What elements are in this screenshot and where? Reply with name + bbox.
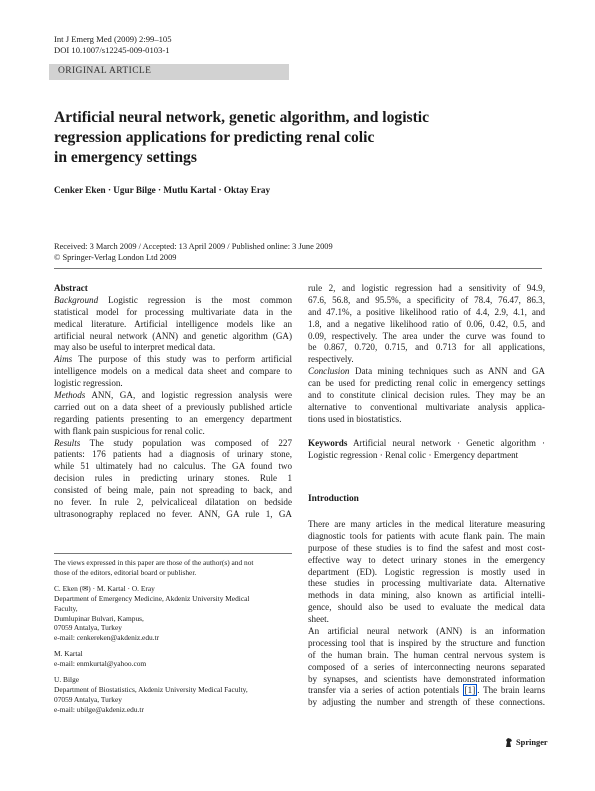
text-line: transfer via a series of action potentials [1] . The brain learns (308, 685, 546, 696)
text-line: rule 2, and logistic regression had a sensitivity of 94.9, (308, 283, 545, 293)
copyright: © Springer-Verlag London Ltd 2009 (54, 253, 177, 262)
text-line: no fever. In rule 2, pelvicaliceal dilatation on bedside (54, 497, 292, 508)
title-line: in emergency settings (54, 149, 197, 166)
text-line: logistic regression. (54, 378, 123, 389)
text-line: Conclusion Data mining techniques such as ANN and GA (308, 366, 545, 377)
article-title (54, 108, 534, 168)
section-lead: Results (54, 437, 81, 448)
text-line: composed of a series of interconnecting neurons separated (308, 661, 545, 672)
footnote-line: Faculty, (54, 603, 78, 613)
text-line: artificial neural network (ANN) and genetic algorithm (GA) (54, 330, 292, 341)
abstract-left-column (54, 283, 292, 521)
text-line: consisted of being male, pain not spreading to back, and (54, 485, 292, 496)
email-link[interactable]: e-mail: ubilge@akdeniz.edu.tr (54, 704, 144, 714)
citation-link[interactable]: [1] (464, 685, 476, 696)
text-line: and 47.1%, a positive likelihood ratio of 4.4, 2.9, 4.1, and (308, 306, 545, 317)
affiliation-kartal (54, 649, 292, 669)
publisher-logo (505, 737, 548, 748)
text-line: Methods ANN, GA, and logistic regression analysis were (54, 390, 292, 401)
text-line: sheet. (308, 614, 329, 625)
text-line: 67.6, 56.8, and 95.5%, a specificity of 78.4, 76.47, 86.3, (308, 294, 545, 305)
introduction-body (308, 519, 545, 709)
text-line: Background Logistic regression is the most common (54, 294, 292, 305)
publication-dates: Received: 3 March 2009 / Accepted: 13 April 2009 / Published online: 3 June 2009 (54, 242, 333, 251)
footnote-line: C. Eken (✉) · M. Kartal · O. Eray (54, 583, 155, 593)
abstract-right-column (308, 283, 545, 461)
journal-citation: Int J Emerg Med (2009) 2:99–105 (54, 34, 172, 44)
keywords-line2: Logistic regression · Renal colic · Emergency department (308, 449, 519, 460)
text-line: Aims The purpose of this study was to perform artificial (54, 354, 292, 365)
text-line: respectively. (308, 354, 354, 365)
affiliation-bilge (54, 675, 292, 715)
text-line: gence, should also be used to evaluate the medical data (308, 602, 545, 613)
title-line: Artificial neural network, genetic algorithm, and logistic (54, 109, 430, 126)
introduction-heading: Introduction (308, 494, 359, 504)
text-line: statistical model for processing multivariate data in the (54, 306, 292, 317)
text-line: There are many articles in the medical literature measuring (308, 519, 545, 529)
text-line: by adjusting the number and strength of these connections. (308, 697, 545, 708)
text-line: while 51 ultimately had no calculus. The GA found two (54, 461, 292, 472)
footnote-line: Department of Biostatistics, Akdeniz University Medical Faculty, (54, 684, 248, 694)
email-link[interactable]: e-mail: cenkereken@akdeniz.edu.tr (54, 633, 160, 643)
footnotes (54, 558, 292, 721)
text-line: decision rules in predicting urinary stones. Rule 1 (54, 473, 292, 484)
text-line: can be used for predicting renal colic in emergency settings (308, 378, 545, 389)
title-line: regression applications for predicting renal colic (54, 129, 375, 146)
text-line: methods in data mining, also known as artificial intelli- (308, 590, 545, 601)
text-line: tions used in biostatistics. (308, 413, 402, 424)
text-line: ultrasonography replaced no fever. ANN, GA rule 1, GA (54, 508, 292, 519)
text-line: An artificial neural network (ANN) is an information (308, 626, 545, 637)
article-type: ORIGINAL ARTICLE (58, 65, 152, 76)
doi[interactable]: DOI 10.1007/s12245-009-0103-1 (54, 45, 170, 55)
text-line: medical literature. Artificial intelligence models like an (54, 318, 292, 329)
footnote-line: 07059 Antalya, Turkey (54, 623, 122, 633)
text-line: department (ED). Logistic regression is mostly used in (308, 566, 545, 577)
footnote-line: Department of Emergency Medicine, Akdeniz University Medical (54, 593, 250, 603)
keywords-line1: Artificial neural network · Genetic algorithm · (347, 437, 545, 448)
text-line: by synapses, and scientists have demonstrated information (308, 673, 545, 684)
text-line: 0.09, respectively. The area under the curve was found to (308, 330, 545, 341)
text-line: intelligence models on a medical data sheet and compare to (54, 366, 292, 377)
affiliation-eken (54, 584, 292, 643)
footnote-line: M. Kartal (54, 649, 83, 659)
text-line: of the human brain. The human central nervous system is (308, 649, 545, 660)
text-line: 1.8, and a negative likelihood ratio of 0.06, 0.42, 0.5, and (308, 318, 545, 329)
text-line: may also be useful to interpret medical data. (54, 342, 216, 353)
divider (54, 268, 542, 269)
section-lead: Methods (54, 390, 86, 401)
text-line: carried out on a data sheet of a previously published article (54, 401, 292, 412)
abstract-left-lines (54, 295, 292, 521)
section-lead: Background (54, 294, 99, 305)
abstract-heading: Abstract (54, 283, 88, 293)
text-line: diagnostic tools for patients with acute flank pain. The main (308, 530, 545, 541)
footnote-line: U. Bilge (54, 675, 80, 685)
text-line: be 0.867, 0.720, 0.715, and 0.713 for all applications, (308, 342, 545, 353)
text-line: alternative to conventional multivariate analysis applica- (308, 401, 545, 412)
authors: Cenker Eken · Ugur Bilge · Mutlu Kartal · Oktay Eray (54, 185, 271, 195)
text-line: Results The study population was composed of 227 (54, 437, 292, 448)
footnote-line: 07059 Antalya, Turkey (54, 694, 122, 704)
text-line: purpose of these studies is to find the safest and most cost- (308, 542, 545, 553)
footnote-line: those of the editors, editorial board or publisher. (54, 567, 197, 577)
text-line: and to constitute clinical decision rules. They may be an (308, 390, 545, 401)
disclaimer-note (54, 558, 292, 578)
text-line: with flank pain suspicious for renal colic. (54, 425, 205, 436)
text-line: regarding patients presenting to an emergency department (54, 413, 292, 424)
text-line: effective way to detect urinary stones in the emergency (308, 554, 545, 565)
keywords (308, 438, 545, 450)
springer-horse-icon (505, 737, 513, 748)
keywords-label: Keywords (308, 437, 348, 448)
text-line: patients: 176 patients had a diagnosis of urinary stone, (54, 449, 292, 460)
text-line: processing tool that is inspired by the structure and function (308, 637, 545, 648)
section-lead: Conclusion (308, 366, 350, 377)
footnote-line: Dumlupinar Bulvari, Kampus, (54, 613, 144, 623)
email-link[interactable]: e-mail: enmkurtal@yahoo.com (54, 659, 147, 669)
footnote-line: The views expressed in this paper are those of the author(s) and not (54, 558, 254, 567)
footnote-divider (54, 553, 292, 554)
abstract-right-lines (308, 283, 545, 426)
publisher-name: Springer (516, 738, 548, 747)
section-lead: Aims (54, 354, 73, 365)
text-line: these studies in processing multivariate data. Alternative (308, 578, 545, 589)
